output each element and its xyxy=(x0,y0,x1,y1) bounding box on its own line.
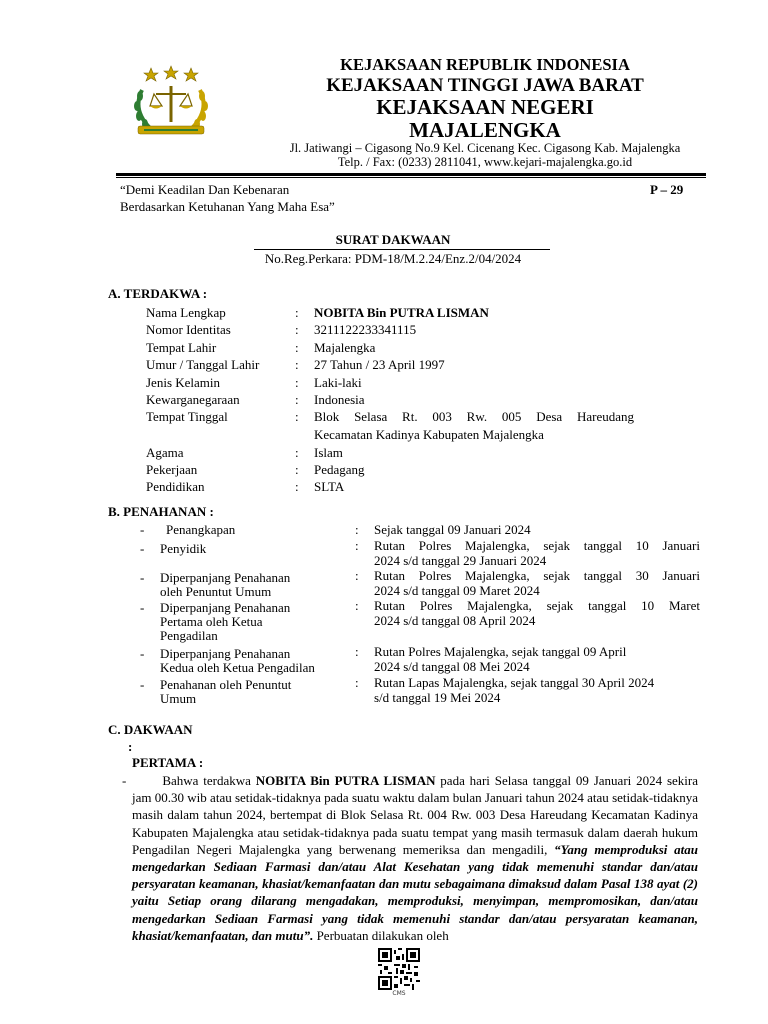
detention-label: Penyidik xyxy=(160,541,207,556)
field-label: Nomor Identitas xyxy=(146,322,231,337)
section-b-heading: B. PENAHANAN : xyxy=(108,504,214,519)
detention-colon: : xyxy=(355,568,359,583)
field-label: Agama xyxy=(146,445,184,460)
kejaksaan-logo xyxy=(124,64,218,136)
detention-value-cont: s/d tanggal 19 Mei 2024 xyxy=(374,690,501,705)
detention-label-cont: Umum xyxy=(160,691,197,706)
field-value-cont: Kecamatan Kadinya Kabupaten Majalengka xyxy=(314,427,544,442)
header-line-1: KEJAKSAAN REPUBLIK INDONESIA xyxy=(340,55,630,74)
detention-label-cont: oleh Penuntut Umum xyxy=(160,584,272,599)
field-value: Laki-laki xyxy=(314,375,362,390)
field-value: Indonesia xyxy=(314,392,365,407)
field-colon: : xyxy=(295,409,299,424)
header-rule-thick xyxy=(116,173,706,176)
field-colon: : xyxy=(295,340,299,355)
title-underline xyxy=(254,249,550,250)
field-label: Tempat Tinggal xyxy=(146,409,228,424)
field-value: Pedagang xyxy=(314,462,365,477)
motto-line-1: “Demi Keadilan Dan Kebenaran xyxy=(120,182,290,197)
field-value: 27 Tahun / 23 April 1997 xyxy=(314,357,445,372)
section-c-colon: : xyxy=(128,739,133,754)
field-colon: : xyxy=(295,357,299,372)
field-label: Pekerjaan xyxy=(146,462,198,477)
paragraph-body: pada hari Selasa tanggal 09 Januari 2024 sekira jam 00.30 wib atau setidak-tidaknya pada suatu waktu dalam bulan Januari tahun 2024 atau setidak-tidaknya masih dalam tahun 2024, bertempat di Blok Selasa Rt. 004 Rw. 003 Desa Hareudang Kecamatan Kadinya Kabupaten Majalengka atau setidak-tidaknya pada suatu tempat yang masih termasuk dalam daerah hukum Pengadilan Negeri Majalengka yang berwenang memeriksa dan mengadili, xyxy=(132,773,698,857)
header-line-2: KEJAKSAAN TINGGI JAWA BARAT xyxy=(326,75,644,96)
paragraph-intro: Bahwa terdakwa xyxy=(162,773,256,788)
list-dash: - xyxy=(140,600,145,615)
detention-label-cont: Pengadilan xyxy=(160,628,218,643)
field-value: Blok Selasa Rt. 003 Rw. 005 Desa Hareudang xyxy=(314,409,634,424)
charge-paragraph xyxy=(122,772,698,944)
field-value-name: NOBITA Bin PUTRA LISMAN xyxy=(314,305,489,320)
header-contact: Telp. / Fax: (0233) 2811041, www.kejari-majalengka.go.id xyxy=(337,155,633,169)
list-dash: - xyxy=(140,522,145,537)
detention-label-cont: Kedua oleh Ketua Pengadilan xyxy=(160,660,315,675)
list-dash: - xyxy=(140,646,145,661)
field-colon: : xyxy=(295,462,299,477)
detention-colon: : xyxy=(355,538,359,553)
header-rule-thin xyxy=(116,177,706,178)
detention-value-cont: 2024 s/d tanggal 08 April 2024 xyxy=(374,613,536,628)
form-code: P – 29 xyxy=(650,182,684,197)
detention-colon: : xyxy=(355,644,359,659)
field-colon: : xyxy=(295,375,299,390)
detention-value: Rutan Lapas Majalengka, sejak tanggal 30 April 2024 xyxy=(374,675,655,690)
detention-value: Rutan Polres Majalengka, sejak tanggal 10 Januari xyxy=(374,538,700,553)
detention-value: Sejak tanggal 09 Januari 2024 xyxy=(374,522,531,537)
field-label: Pendidikan xyxy=(146,479,205,494)
field-colon: : xyxy=(295,305,299,320)
section-c-heading: C. DAKWAAN xyxy=(108,722,193,737)
field-colon: : xyxy=(295,392,299,407)
motto-line-2: Berdasarkan Ketuhanan Yang Maha Esa” xyxy=(120,199,335,214)
detention-colon: : xyxy=(355,675,359,690)
detention-label-cont: Pertama oleh Ketua xyxy=(160,614,263,629)
charge-quote: “Yang memproduksi atau mengedarkan Sediaan Farmasi dan/atau Alat Kesehatan yang tidak memenuhi standar dan/atau persyaratan keamanan, khasiat/kemanfaatan dan mutu sebagaimana dimaksud dalam Pasal 138 ayat (2) yaitu Setiap orang dilarang mengadakan, memproduksi, menyimpan, mempromosikan, dan/atau mengedarkan Sediaan Farmasi yang tidak memenuhi standar dan/atau persyaratan keamanan, khasiat/kemanfaatan, dan mutu”. xyxy=(132,841,698,943)
field-colon: : xyxy=(295,479,299,494)
field-label: Jenis Kelamin xyxy=(146,375,221,390)
field-value: 3211122233341115 xyxy=(314,322,417,337)
paragraph-dash: - xyxy=(122,773,127,788)
detention-value: Rutan Polres Majalengka, sejak tanggal 30 Januari xyxy=(374,568,700,583)
field-label: Nama Lengkap xyxy=(146,305,226,320)
detention-label: Diperpanjang Penahanan xyxy=(160,646,291,661)
header-line-4: MAJALENGKA xyxy=(409,118,561,142)
detention-value: Rutan Polres Majalengka, sejak tanggal 09 April xyxy=(374,644,627,659)
detention-value-cont: 2024 s/d tanggal 29 Januari 2024 xyxy=(374,553,547,568)
field-colon: : xyxy=(295,322,299,337)
field-value: Majalengka xyxy=(314,340,376,355)
detention-value-cont: 2024 s/d tanggal 09 Maret 2024 xyxy=(374,583,540,598)
document-title: SURAT DAKWAAN xyxy=(335,232,451,247)
registration-number: No.Reg.Perkara: PDM-18/M.2.24/Enz.2/04/2024 xyxy=(264,251,522,266)
detention-colon: : xyxy=(355,598,359,613)
field-colon: : xyxy=(295,445,299,460)
detention-value-cont: 2024 s/d tanggal 08 Mei 2024 xyxy=(374,659,530,674)
field-label: Kewarganegaraan xyxy=(146,392,240,407)
field-value: Islam xyxy=(314,445,343,460)
detention-label: Diperpanjang Penahanan xyxy=(160,600,291,615)
qr-code xyxy=(378,948,420,990)
list-dash: - xyxy=(140,677,145,692)
detention-value: Rutan Polres Majalengka, sejak tanggal 10 Maret xyxy=(374,598,700,613)
paragraph-tail: Perbuatan dilakukan oleh xyxy=(313,927,449,943)
pertama-heading: PERTAMA : xyxy=(132,755,204,770)
detention-label: Penangkapan xyxy=(166,522,236,537)
defendant-name: NOBITA Bin PUTRA LISMAN xyxy=(255,773,436,788)
header-line-3: KEJAKSAAN NEGERI xyxy=(376,95,594,119)
field-label: Umur / Tanggal Lahir xyxy=(146,357,260,372)
field-value: SLTA xyxy=(314,479,345,494)
list-dash: - xyxy=(140,570,145,585)
list-dash: - xyxy=(140,541,145,556)
detention-label: Penahanan oleh Penuntut xyxy=(160,677,292,692)
detention-colon: : xyxy=(355,522,359,537)
section-a-heading: A. TERDAKWA : xyxy=(108,286,208,301)
field-label: Tempat Lahir xyxy=(146,340,217,355)
header-address: Jl. Jatiwangi – Cigasong No.9 Kel. Cicenang Kec. Cigasong Kab. Majalengka xyxy=(289,141,681,155)
detention-label: Diperpanjang Penahanan xyxy=(160,570,291,585)
qr-caption: CMS xyxy=(392,990,406,997)
